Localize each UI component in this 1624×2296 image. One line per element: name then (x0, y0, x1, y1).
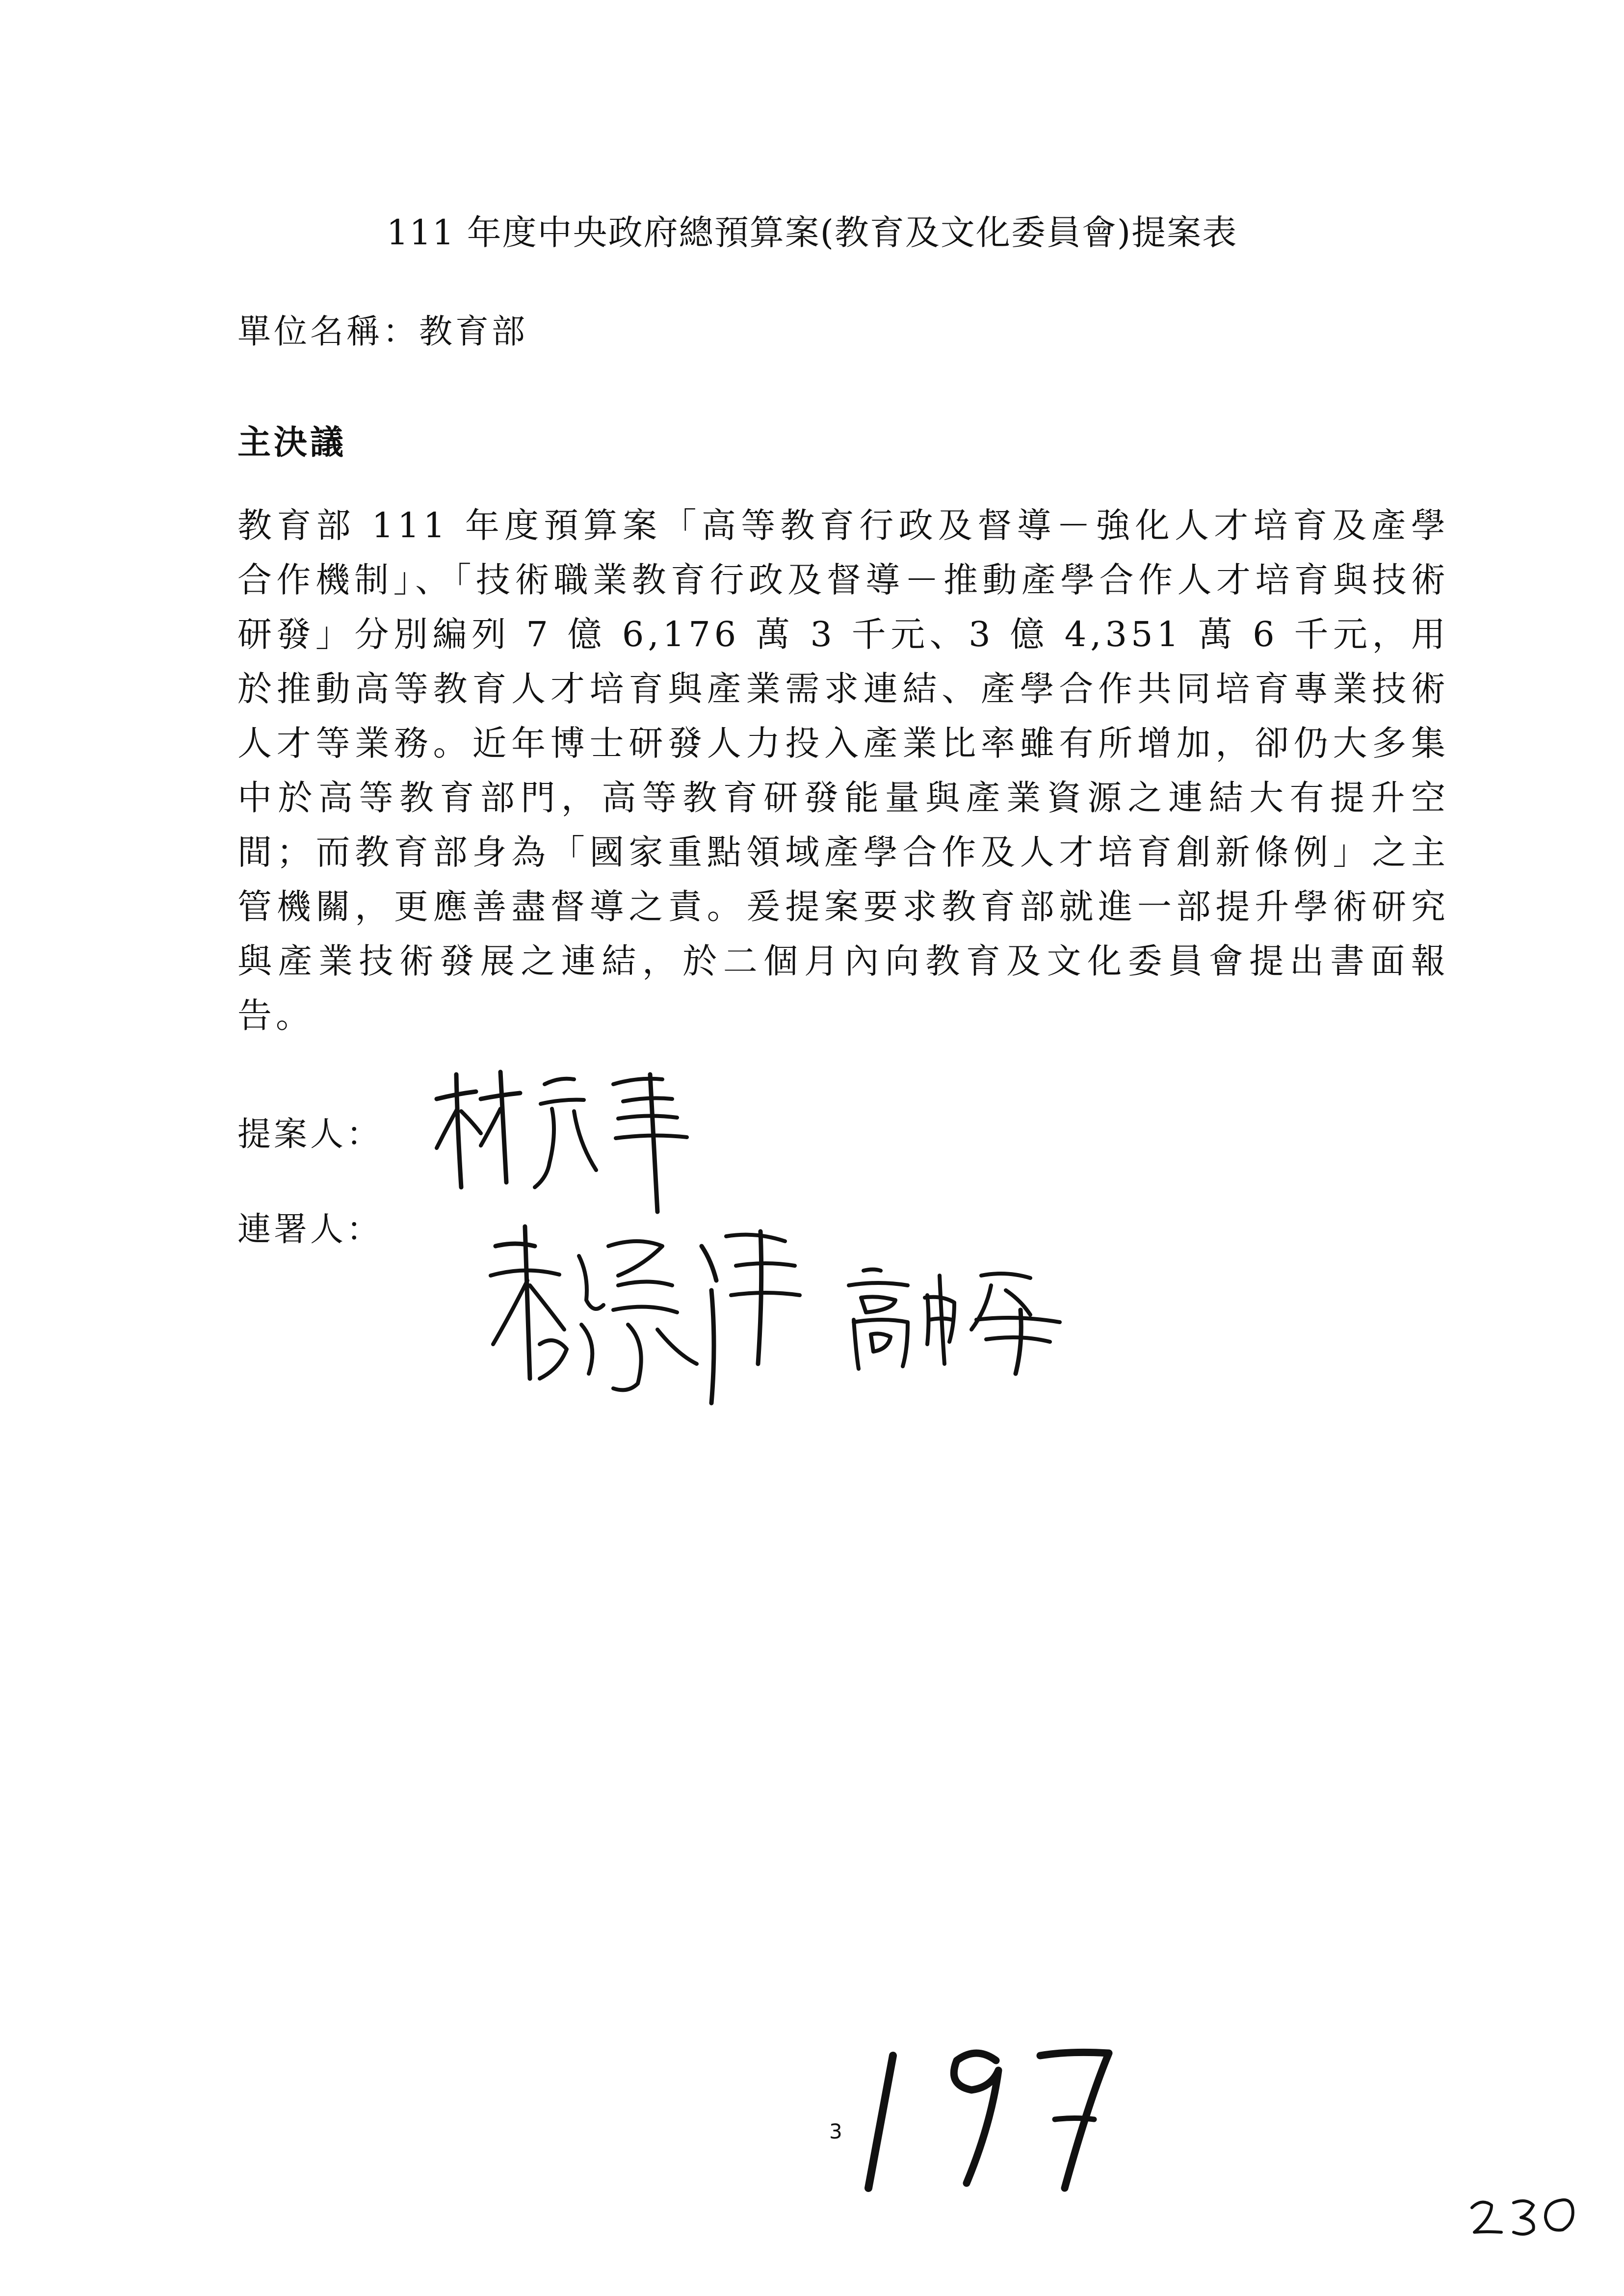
resolution-body: 教育部 111 年度預算案「高等教育行政及督導－強化人才培育及產學合作機制」、「技術職業教育行政及督導－推動產學合作人才培育與技術研發」分別編列 7 億 6,176 萬 3 千元、3 億 4,351 萬 6 千元，用於推動高等教育人才培育與產業需求連結、產學合作共同培育專業技術人才等業務。近年博士研發人力投入產業比率雖有所增加，卻仍大多集中於高等教育部門，高等教育研發能量與產業資源之連結大有提升空間；而教育部身為「國家重點領域產學合作及人才培育創新條例」之主管機關，更應善盡督導之責。爰提案要求教育部就進一部提升學術研究與產業技術發展之連結，於二個月內向教育及文化委員會提出書面報告。 (237, 505, 1449, 1036)
cosigner-signature-1 (481, 1217, 824, 1423)
handwritten-corner-number (1467, 2188, 1585, 2247)
printed-page-number: 3 (829, 2119, 842, 2143)
proposer-signature (427, 1065, 702, 1222)
handwritten-page-number (834, 2026, 1128, 2222)
unit-name-line: 單位名稱：教育部 (237, 313, 528, 351)
document-title: 111 年度中央政府總預算案(教育及文化委員會)提案表 (386, 212, 1238, 253)
cosigner-signature-2 (844, 1256, 1070, 1379)
cosigner-label: 連署人： (237, 1210, 383, 1249)
proposer-label: 提案人： (237, 1115, 383, 1154)
section-heading: 主決議 (237, 423, 347, 462)
